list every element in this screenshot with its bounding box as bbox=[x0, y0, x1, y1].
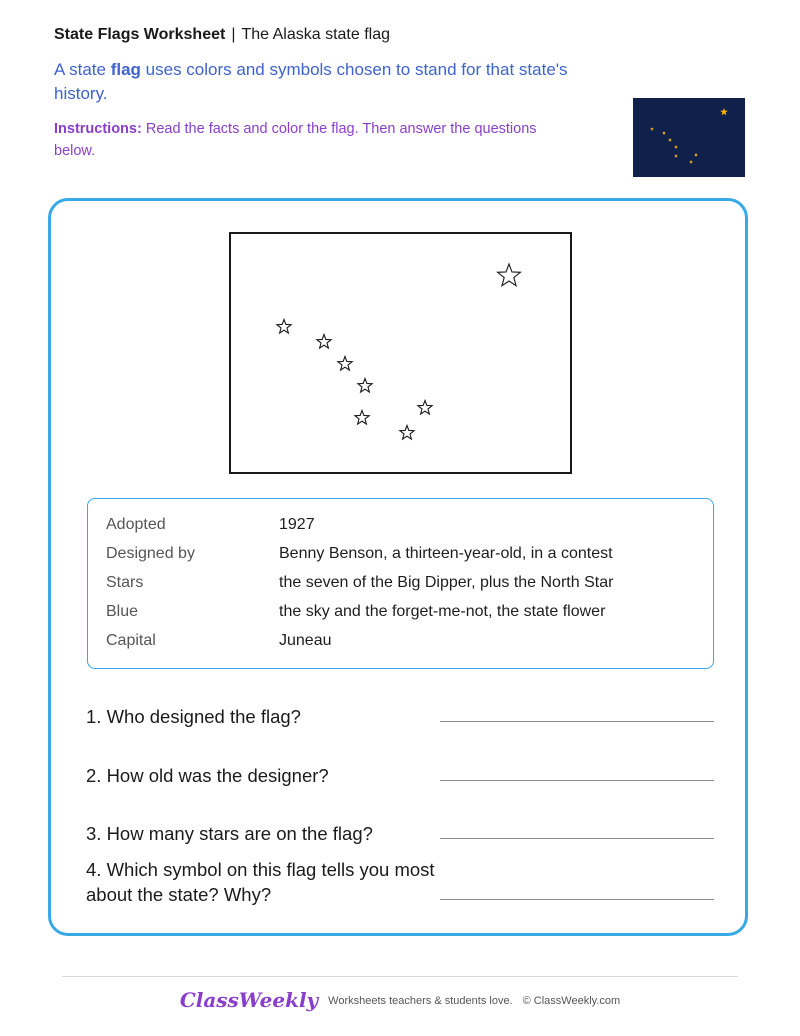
answer-line-3[interactable] bbox=[440, 838, 714, 839]
worksheet-title: State Flags Worksheet bbox=[54, 26, 226, 43]
header-separator: | bbox=[231, 26, 236, 43]
question-1: 1. Who designed the flag? bbox=[86, 706, 301, 727]
fact-label: Capital bbox=[106, 632, 156, 649]
flag-outline-border bbox=[230, 233, 571, 473]
fact-label: Blue bbox=[106, 603, 139, 620]
fact-label: Stars bbox=[106, 574, 144, 591]
answer-line-2[interactable] bbox=[440, 780, 714, 781]
flag-coloring-outline[interactable] bbox=[229, 232, 572, 474]
footer-copyright: © ClassWeekly.com bbox=[522, 995, 621, 1007]
instructions bbox=[54, 118, 574, 162]
fact-value: the sky and the forget-me-not, the state flower bbox=[279, 603, 606, 620]
alaska-flag-thumbnail bbox=[633, 98, 745, 177]
worksheet-subtitle: The Alaska state flag bbox=[241, 26, 390, 43]
instructions-label: Instructions: bbox=[54, 121, 142, 137]
classweekly-logo: ClassWeekly bbox=[179, 988, 319, 1012]
fact-label: Designed by bbox=[106, 545, 195, 562]
answer-line-1[interactable] bbox=[440, 721, 714, 722]
footer-tagline: Worksheets teachers & students love. bbox=[328, 995, 513, 1007]
question-3: 3. How many stars are on the flag? bbox=[86, 823, 373, 844]
instructions-text: Read the facts and color the flag. Then answer the questions below. bbox=[54, 121, 537, 159]
question-2: 2. How old was the designer? bbox=[86, 765, 329, 786]
question-4: 4. Which symbol on this flag tells you most about the state? Why? bbox=[86, 859, 435, 905]
fact-value: 1927 bbox=[279, 516, 315, 533]
worksheet-header bbox=[54, 26, 390, 44]
footer bbox=[0, 988, 800, 1012]
facts-box bbox=[87, 498, 714, 669]
answer-line-4[interactable] bbox=[440, 899, 714, 900]
fact-value: Juneau bbox=[279, 632, 332, 649]
intro-keyword: flag bbox=[110, 60, 141, 79]
intro-after: uses colors and symbols chosen to stand for that state's history. bbox=[54, 60, 568, 103]
fact-label: Adopted bbox=[106, 516, 166, 533]
flag-thumbnail-field bbox=[633, 98, 745, 177]
fact-value: Benny Benson, a thirteen-year-old, in a contest bbox=[279, 545, 613, 562]
intro-before: A state bbox=[54, 60, 111, 79]
footer-divider bbox=[62, 976, 738, 977]
fact-value: the seven of the Big Dipper, plus the North Star bbox=[279, 574, 614, 591]
intro-text bbox=[54, 58, 594, 106]
